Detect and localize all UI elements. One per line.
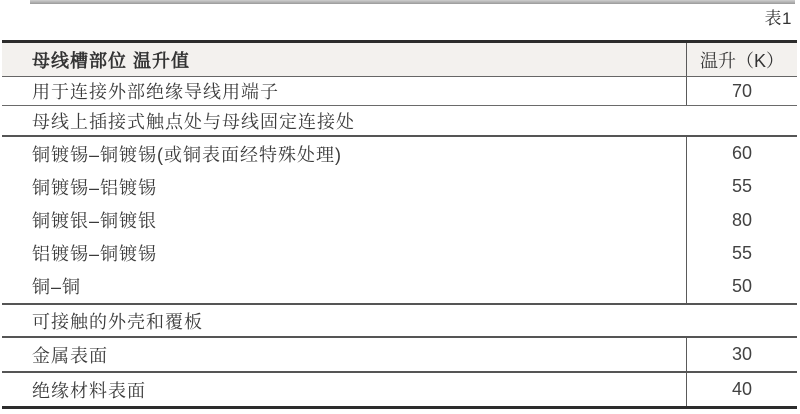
row-value: 30 [686,338,797,371]
row-value: 70 [686,77,797,105]
table-header-row [2,43,797,77]
row-value: 40 [686,373,797,406]
row-label: 金属表面 [32,345,108,366]
table-group-row [2,137,797,305]
row-label: 铜镀锡–铝镀锡 [32,177,158,198]
row-value: 50 [731,275,753,296]
group-values [686,137,797,303]
table-row [2,338,797,373]
section-label: 可接触的外壳和覆板 [32,311,203,332]
section-label: 母线上插接式触点处与母线固定连接处 [32,111,355,132]
temperature-rise-table [2,40,797,409]
row-label: 铜镀锡–铜镀锡(或铜表面经特殊处理) [32,144,342,165]
row-value: 55 [731,242,753,263]
header-rise-column: 温升（K） [686,43,797,76]
page-top-divider [30,0,795,4]
row-label: 铜镀银–铜镀银 [32,211,158,231]
row-value: 55 [731,176,753,197]
group-labels [2,137,686,303]
row-label: 用于连接外部绝缘导线用端子 [32,82,279,102]
row-label: 铜–铜 [32,277,82,298]
row-label: 铝镀锡–铜镀锡 [32,244,158,265]
table-caption: 表1 [764,9,792,28]
row-value: 80 [731,209,753,230]
table-section-row [2,106,797,137]
row-label: 绝缘材料表面 [32,380,146,401]
table-row [2,373,797,406]
table-row [2,77,797,106]
row-value: 60 [731,143,753,164]
table-section-row [2,305,797,338]
header-part-column: 母线槽部位 温升值 [32,50,191,71]
